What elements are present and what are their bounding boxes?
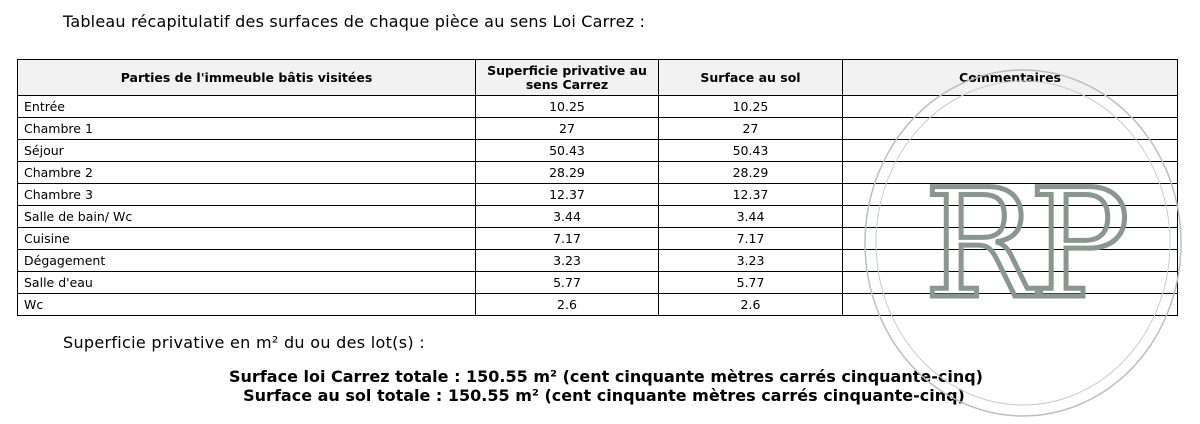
watermark-letters: RP [924, 158, 1122, 332]
sol-value: 27 [659, 118, 843, 140]
totals-block [0, 367, 1200, 405]
table-row [18, 294, 1178, 316]
sol-value: 2.6 [659, 294, 843, 316]
comment-cell [843, 294, 1178, 316]
sol-value: 12.37 [659, 184, 843, 206]
comment-cell [843, 162, 1178, 184]
header-comments: Commentaires [843, 60, 1178, 96]
comment-cell [843, 206, 1178, 228]
table-row [18, 162, 1178, 184]
carrez-value: 3.23 [476, 250, 659, 272]
table-row [18, 118, 1178, 140]
carrez-value: 10.25 [476, 96, 659, 118]
sol-value: 3.23 [659, 250, 843, 272]
table-row [18, 140, 1178, 162]
carrez-value: 27 [476, 118, 659, 140]
sol-value: 10.25 [659, 96, 843, 118]
table-header-row [18, 60, 1178, 96]
comment-cell [843, 228, 1178, 250]
comment-cell [843, 140, 1178, 162]
carrez-value: 7.17 [476, 228, 659, 250]
intro-text: Tableau récapitulatif des surfaces de chaque pièce au sens Loi Carrez : [63, 12, 646, 31]
sol-value: 28.29 [659, 162, 843, 184]
header-sol: Surface au sol [659, 60, 843, 96]
carrez-value: 12.37 [476, 184, 659, 206]
table-row [18, 250, 1178, 272]
table-row [18, 228, 1178, 250]
room-name: Entrée [18, 96, 476, 118]
comment-cell [843, 96, 1178, 118]
sol-value: 5.77 [659, 272, 843, 294]
table-row [18, 206, 1178, 228]
carrez-value: 3.44 [476, 206, 659, 228]
comment-cell [843, 272, 1178, 294]
comment-cell [843, 118, 1178, 140]
comment-cell [843, 250, 1178, 272]
room-name: Chambre 1 [18, 118, 476, 140]
sol-value: 7.17 [659, 228, 843, 250]
carrez-value: 2.6 [476, 294, 659, 316]
room-name: Salle de bain/ Wc [18, 206, 476, 228]
sol-value: 3.44 [659, 206, 843, 228]
table-row [18, 96, 1178, 118]
room-name: Chambre 3 [18, 184, 476, 206]
room-name: Cuisine [18, 228, 476, 250]
comment-cell [843, 184, 1178, 206]
room-name: Wc [18, 294, 476, 316]
room-name: Chambre 2 [18, 162, 476, 184]
room-name: Séjour [18, 140, 476, 162]
room-name: Salle d'eau [18, 272, 476, 294]
table-row [18, 184, 1178, 206]
header-parts: Parties de l'immeuble bâtis visitées [18, 60, 476, 96]
subtotal-label: Superficie privative en m² du ou des lot(s) : [63, 333, 425, 352]
header-carrez: Superficie privative au sens Carrez [476, 60, 659, 96]
total-carrez: Surface loi Carrez totale : 150.55 m² (cent cinquante mètres carrés cinquante-cinq) [229, 367, 983, 386]
total-sol: Surface au sol totale : 150.55 m² (cent cinquante mètres carrés cinquante-cinq) [243, 386, 965, 405]
carrez-value: 5.77 [476, 272, 659, 294]
sol-value: 50.43 [659, 140, 843, 162]
surfaces-table [17, 59, 1178, 316]
carrez-value: 50.43 [476, 140, 659, 162]
table-row [18, 272, 1178, 294]
room-name: Dégagement [18, 250, 476, 272]
carrez-value: 28.29 [476, 162, 659, 184]
